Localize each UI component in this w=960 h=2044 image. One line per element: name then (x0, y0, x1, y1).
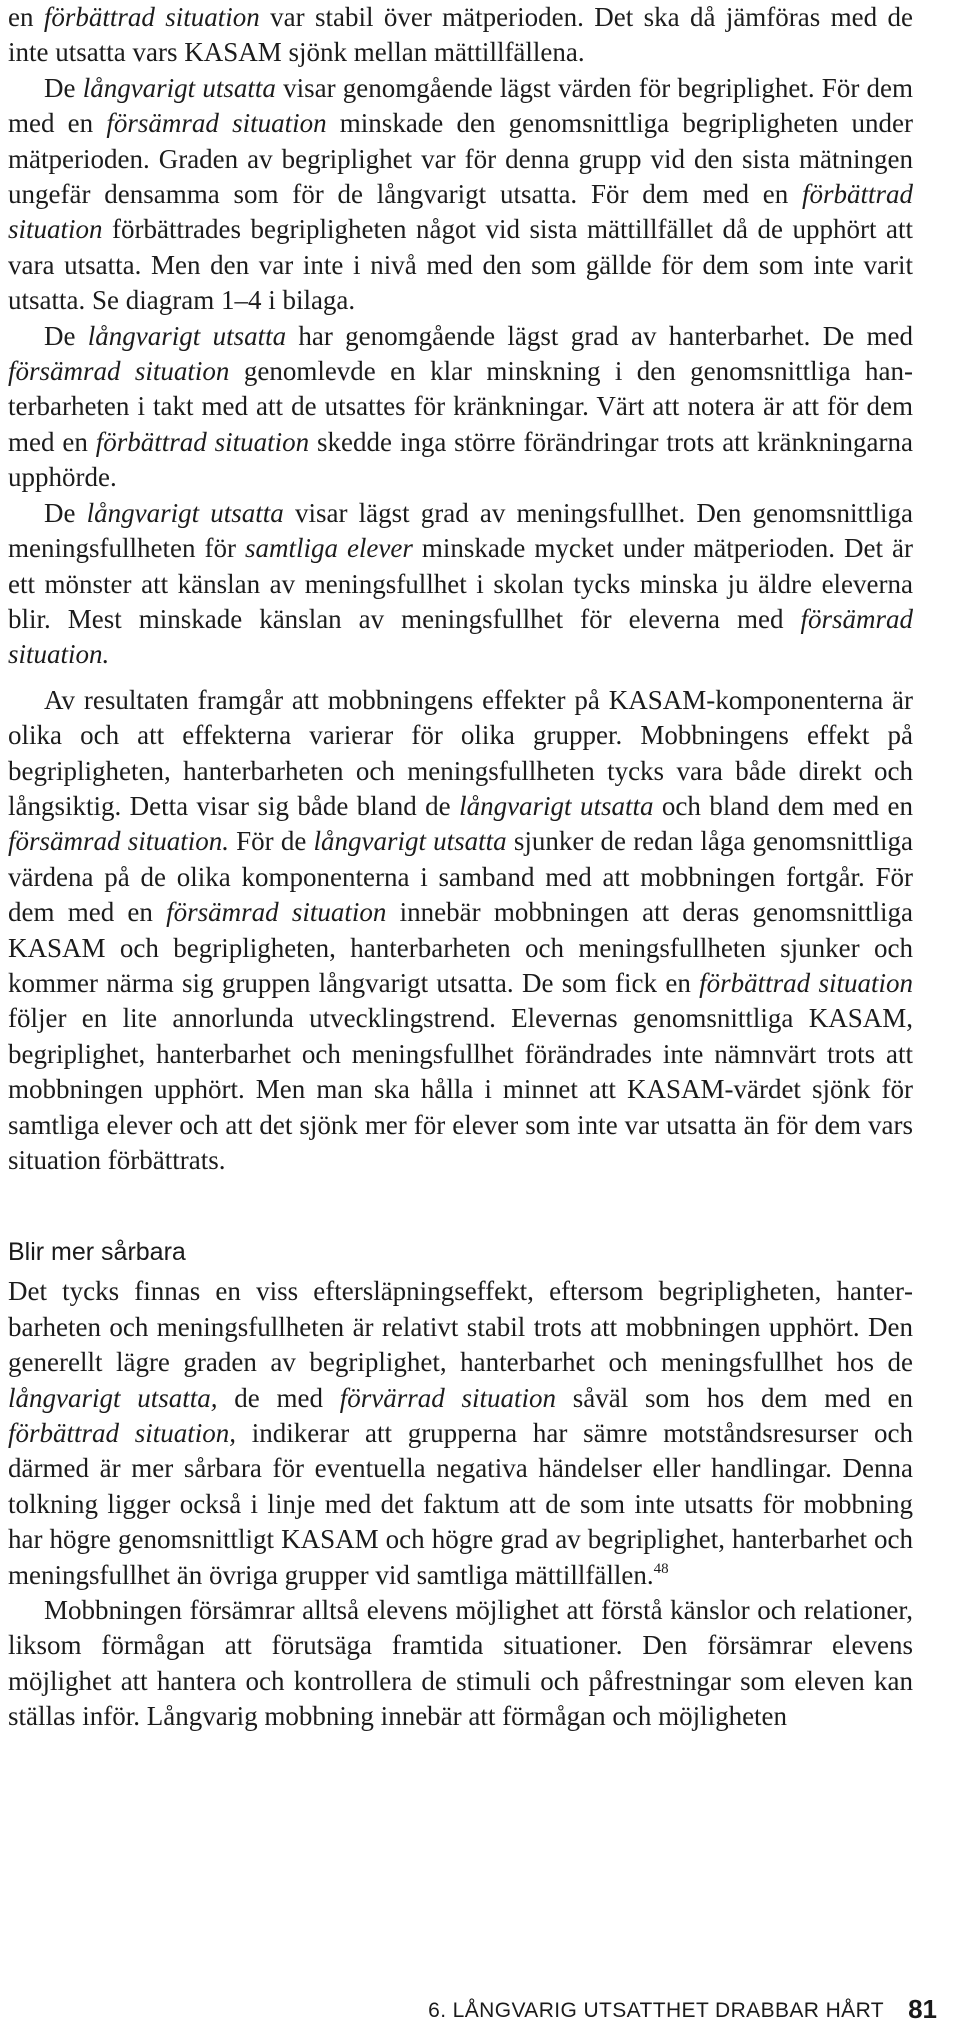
paragraph (8, 1274, 913, 1593)
text-run: indikerar att grupperna har sämre motståndsresurser och därmed är mer sårbara för eventuella negativa händelser eller handlingar. Denna tolkning ligger också i linje med det faktum att de som inte utsatts för mobbning har högre genomsnittligt KASAM och högre grad av begriplighet, hanterbarhet och meningsfullhet än övriga grupper vid samtliga mättillfällen. (8, 1418, 913, 1590)
text-run: De (44, 72, 83, 103)
text-run: och bland dem med en (653, 790, 913, 821)
emphasized-text: långvarigt utsatta (313, 826, 507, 857)
emphasized-text: försämrad situation. (8, 826, 229, 857)
emphasized-text: förbättrad situation (8, 179, 913, 245)
text-run: För de (228, 826, 314, 857)
section-heading: Blir mer sårbara (8, 1238, 186, 1267)
text-run: var stabil över mätperioden. Det ska då jämföras med de inte utsatta vars KASAM sjönk mellan mättillfällena. (8, 2, 913, 68)
footnote-reference: 48 (653, 1560, 669, 1577)
text-run: skedde inga större förändringar trots att kränkningarna upphörde. (8, 426, 913, 493)
paragraph (8, 683, 913, 1179)
text-run: De (44, 320, 88, 351)
emphasized-text: långvarigt utsatta (82, 72, 276, 103)
text-run: Av resultaten framgår att mobbningens effekter på KASAM-komponenterna är olika och att effekterna varierar för olika grupper. Mobbningens effekt på begripligheten, hanterbarheten och meningsfullheten tycks vara både direkt och långsiktig. Detta visar sig både bland de (8, 684, 913, 821)
emphasized-text: förbättrad situation (43, 2, 260, 32)
text-run: en (8, 2, 44, 32)
text-run: följer en lite annorlunda utvecklingstrend. Elevernas genomsnittliga KASAM, begriplighet, hanterbarhet och meningsfullhet förändrades inte nämnvärt trots att mobbningen upphört. Men man ska hålla i minnet att KASAM-värdet sjönk för samtliga elever och att det sjönk mer för elever som inte var utsatta än för dem vars situation förbättrats. (8, 1003, 913, 1175)
text-run: de med (217, 1382, 340, 1413)
emphasized-text: långvarigt utsatta (459, 790, 654, 821)
text-run: De (44, 497, 87, 528)
emphasized-text: förvärrad situation (339, 1382, 557, 1413)
emphasized-text: långvarigt utsatta (87, 320, 287, 351)
emphasized-text: samtliga elever (244, 533, 413, 564)
paragraph (8, 496, 913, 673)
emphasized-text: försämrad situation (106, 108, 327, 139)
text-run: genomlevde en klar minskning i den genomsnittliga hanterbarheten i takt med att de utsattes för kränkningar. Värt att notera är att för dem med en (8, 356, 913, 457)
text-run: innebär mobbningen att deras genomsnittliga KASAM och begripligheten, hanterbarheten och meningsfullheten sjunker och kommer närma sig gruppen långvarigt utsatta. De som fick en (8, 897, 913, 998)
emphasized-text: försämrad situation (166, 897, 387, 928)
running-chapter-title: 6. LÅNGVARIG UTSATTHET DRABBAR HÅRT (428, 1999, 884, 2022)
paragraph (8, 0, 913, 71)
emphasized-text: långvarigt utsatta (86, 497, 284, 528)
emphasized-text: försämrad situation (8, 356, 230, 387)
emphasized-text: förbättrad situation (95, 426, 310, 457)
text-run: minskade den genomsnittliga begripligheten under mätperioden. Graden av begriplighet var för denna grupp vid den sista mätningen ungefär densamma som för de långvarigt utsatta. För dem med en (8, 108, 913, 210)
body-text (8, 0, 913, 1178)
emphasized-text: förbättrad situation (699, 967, 913, 998)
document-page (8, 0, 913, 1735)
paragraph (8, 71, 913, 319)
paragraph (8, 1593, 913, 1735)
text-run: såväl som hos dem med en (556, 1382, 913, 1413)
page-footer (0, 1991, 937, 2027)
text-run: visar lägst grad av meningsfullhet. Den genomsnittliga meningsfullheten för (8, 497, 913, 564)
page-number: 81 (908, 1994, 937, 2024)
emphasized-text: försämrad situation. (8, 603, 913, 670)
text-run: förbättrades begripligheten något vid sista mättillfället då de upphört att vara utsatta. Men den var inte i nivå med den som gällde för dem som inte varit utsatta. Se diagram 1–4 i bilaga. (8, 214, 913, 316)
text-run: visar genomgående lägst värden för begriplighet. För dem med en (8, 72, 913, 139)
emphasized-text: förbättrad situation, (8, 1418, 237, 1449)
text-run: sjunker de redan låga genomsnittliga värdena på de olika komponenterna i samband med att mobbningen fortgår. För dem med en (8, 826, 913, 928)
text-run: minskade mycket under mätperioden. Det är ett mönster att känslan av meningsfullhet i skolan tycks minska ju äldre eleverna blir. Mest minskade känslan av meningsfullhet för eleverna med (8, 533, 913, 634)
body-text-after-heading (8, 1274, 913, 1734)
text-run: har genomgående lägst grad av hanterbarhet. De med (286, 320, 913, 351)
text-run: Det tycks finnas en viss eftersläpningseffekt, eftersom begripligheten, hanterbarheten och meningsfullheten är relativt stabil trots att mobbningen upphört. Den generellt lägre graden av begriplighet, hanterbarhet och meningsfullhet hos de (8, 1276, 913, 1378)
paragraph (8, 319, 913, 496)
emphasized-text: långvarigt utsatta, (8, 1382, 218, 1413)
text-run: Mobbningen försämrar alltså elevens möjlighet att förstå känslor och relationer, liksom förmågan att förutsäga framtida situationer. Den försämrar elevens möjlighet att hantera och kontrollera de stimuli och påfrestningar som eleven kan ställas inför. Långvarig mobbning innebär att förmågan och möjligheten (8, 1595, 913, 1732)
